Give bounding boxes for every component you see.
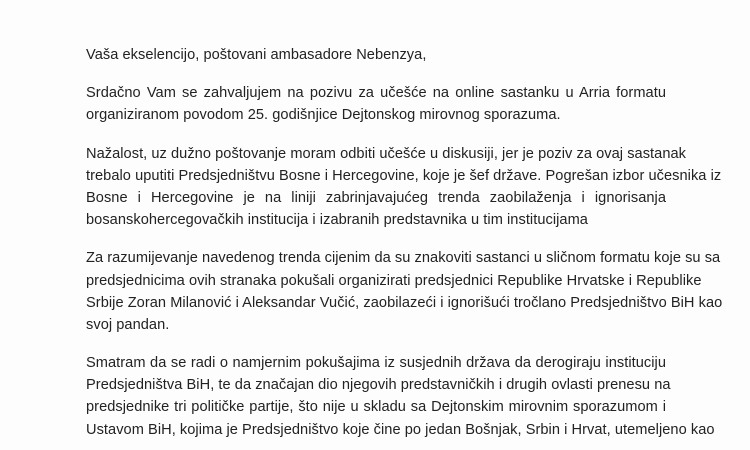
- text-line: organiziranom povodom 25. godišnjice Dejtonskog mirovnog sporazuma.: [86, 107, 561, 124]
- text-line: bosanskohercegovačkih institucija i izabranih predstavnika u tim institucijama: [86, 212, 588, 229]
- text-line: Bosne i Hercegovine je na liniji zabrinjavajućeg trenda zaobilaženja i ignorisanja: [86, 189, 666, 206]
- text-line: Smatram da se radi o namjernim pokušajima iz susjednih država da derogiraju instituciju: [86, 355, 666, 372]
- paragraph-decline: [86, 143, 722, 232]
- text-line: trebalo uputiti Predsjedništvu Bosne i Hercegovine, koje je šef države. Pogrešan izbor učesnika iz: [86, 167, 722, 184]
- text-line: Nažalost, uz dužno poštovanje moram odbiti učešće u diskusiji, jer je poziv za ovaj sastanak: [86, 145, 686, 162]
- text-line: Ustavom BiH, kojima je Predsjedništvo koje čine po jedan Bošnjak, Srbin i Hrvat, utemeljeno kao: [86, 421, 715, 438]
- letter-body: [86, 44, 723, 450]
- text-line: predsjednicima ovih stranaka pokušali organizirati predsjednici Republike Hrvatske i Republike: [86, 272, 702, 289]
- text-line: svoj pandan.: [86, 316, 170, 333]
- paragraph-trend: [86, 247, 723, 336]
- text-line: Za razumijevanje navedenog trenda cijenim da su znakoviti sastanci u sličnom formatu koje su sa: [86, 250, 721, 267]
- paragraph-derogation: [86, 352, 715, 441]
- text-line: predsjednike tri političke partije, što nije u skladu sa Dejtonskim mirovnim sporazumom i: [86, 399, 666, 416]
- text-line: Predsjedništva BiH, te da značajan dio njegovih predstavničkih i drugih ovlasti prenesu na: [86, 377, 671, 394]
- salutation: Vaša ekselencijo, poštovani ambasadore Nebenzya,: [86, 47, 427, 63]
- paragraph-thanks: [86, 82, 666, 126]
- text-line: Srbije Zoran Milanović i Aleksandar Vučić, zaobilazeći i ignorišući tročlano Predsjedništvo BiH kao: [86, 294, 723, 311]
- text-line: Srdačno Vam se zahvaljujem na pozivu za učešće na online sastanku u Arria formatu: [86, 85, 666, 102]
